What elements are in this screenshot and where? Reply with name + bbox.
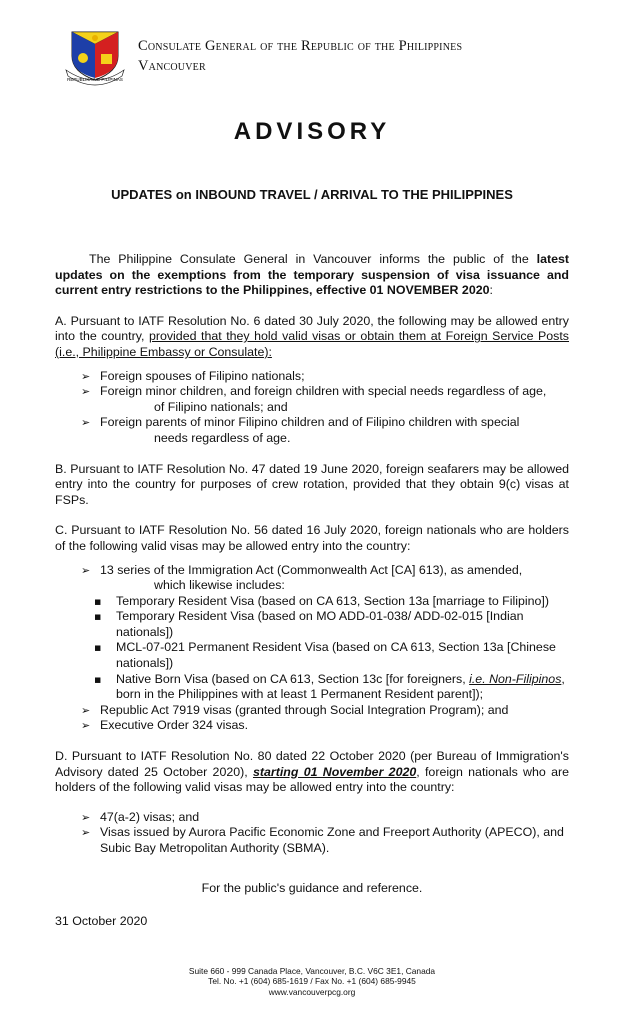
letterhead — [62, 26, 582, 88]
section-c-list — [55, 563, 569, 735]
org-line-1: Consulate General of the Republic of the Philippines — [138, 38, 463, 54]
list-item — [81, 718, 569, 734]
section-a-underlined: provided that they hold valid visas or obtain them at Foreign Service Posts (i.e., Philippine Embassy or Consulate): — [55, 329, 570, 359]
closing-line: For the public's guidance and reference. — [201, 880, 423, 895]
native-ie: i.e. Non-Filipinos — [469, 671, 562, 686]
section-d-lead: D. Pursuant to IATF Resolution No. 80 dated 22 October 2020 (per Bureau of Immigration's Advisory dated 25 October 2020), — [55, 749, 569, 779]
list-item — [81, 384, 569, 415]
section-b: B. Pursuant to IATF Resolution No. 47 dated 19 June 2020, foreign seafarers may be allowed entry into the country for purposes of crew rotation, provided that they obtain 9(c) visas at FSPs. — [55, 461, 569, 507]
list-item-continuation: needs regardless of age. — [154, 430, 291, 445]
list-item-text: Foreign minor children, and foreign children with special needs regardless of age, — [100, 384, 547, 399]
list-item — [81, 369, 569, 385]
list-item-continuation: of Filipino nationals; and — [154, 399, 288, 414]
section-c-lead: C. Pursuant to IATF Resolution No. 56 dated 16 July 2020, foreign nationals who are holders of the following valid visas may be allowed entry into the country: — [55, 523, 569, 553]
sublist-item: ▪ Temporary Resident Visa (based on CA 613, Section 13a [marriage to Filipino]) — [94, 594, 569, 610]
footer-website[interactable]: www.vancouverpcg.org — [268, 986, 356, 997]
native-tail: , born in the Philippines with at least 1 Permanent Resident parent]); — [116, 671, 565, 702]
list-item-text: Foreign spouses of Filipino nationals; — [100, 368, 305, 383]
philippine-seal-icon — [62, 26, 128, 88]
page-subtitle: UPDATES on INBOUND TRAVEL / ARRIVAL TO THE PHILIPPINES — [111, 187, 513, 202]
sublist-item: ▪ Temporary Resident Visa (based on MO ADD-01-038/ ADD-02-015 [Indian nationals]) — [94, 609, 569, 640]
footer-address: Suite 660 - 999 Canada Place, Vancouver, B.C. V6C 3E1, Canada — [188, 966, 436, 976]
intro-tail: : — [489, 283, 493, 298]
section-d-emphasis: starting 01 November 2020 — [252, 764, 417, 779]
list-item: ➢ 47(a-2) visas; and — [81, 810, 569, 826]
section-d — [55, 749, 569, 796]
footer-phone: Tel. No. +1 (604) 685-1619 / Fax No. +1 (604) 685-9945 — [208, 976, 416, 987]
list-item-text: Executive Order 324 visas. — [100, 718, 249, 733]
section-a-lead: A. Pursuant to IATF Resolution No. 6 dated 30 July 2020, the following may be allowed entry into the country, — [55, 313, 569, 344]
section-d-tail: , foreign nationals who are holders of the following valid visas may be allowed entry into the country: — [55, 764, 569, 795]
sublist-item: ▪ MCL-07-021 Permanent Resident Visa (based on CA 613, Section 13a [Chinese nationals]) — [94, 640, 569, 671]
seal-text: REPUBLIKA NG PILIPINAS — [67, 77, 123, 82]
list-item-text: Foreign parents of minor Filipino children and of Filipino children with special — [100, 415, 520, 430]
native-lead: Native Born Visa (based on CA 613, Section 13c [for foreigners, — [116, 671, 470, 686]
sublist-item — [94, 672, 569, 703]
org-line-2: Vancouver — [138, 58, 206, 74]
list-item — [81, 415, 569, 446]
list-item-continuation: which likewise includes: — [154, 578, 285, 593]
list-item — [81, 703, 569, 719]
section-a — [55, 314, 569, 361]
list-item-text: Republic Act 7919 visas (granted through Social Integration Program); and — [100, 702, 509, 717]
advisory-date: 31 October 2020 — [55, 914, 148, 929]
section-d-list — [55, 810, 569, 857]
footer — [0, 966, 624, 997]
organization-name — [138, 36, 462, 76]
section-c-sublist — [55, 594, 569, 703]
list-item: ➢ Visas issued by Aurora Pacific Economic Zone and Freeport Authority (APECO), and Subic Bay Metropolitan Authority (SBMA). — [81, 825, 569, 856]
intro-bold: latest updates on the exemptions from the temporary suspension of visa issuance and current entry restrictions to the Philippines, effective 01 NOVEMBER 2020 — [55, 252, 569, 298]
advisory-body — [55, 252, 569, 930]
list-item-text: 13 series of the Immigration Act (Commonwealth Act [CA] 613), as amended, — [100, 562, 523, 577]
intro-lead: The Philippine Consulate General in Vancouver informs the public of the — [89, 252, 537, 266]
list-item — [81, 563, 569, 703]
section-a-list — [55, 369, 569, 447]
page-title: ADVISORY — [233, 118, 391, 145]
intro-paragraph — [55, 252, 569, 299]
